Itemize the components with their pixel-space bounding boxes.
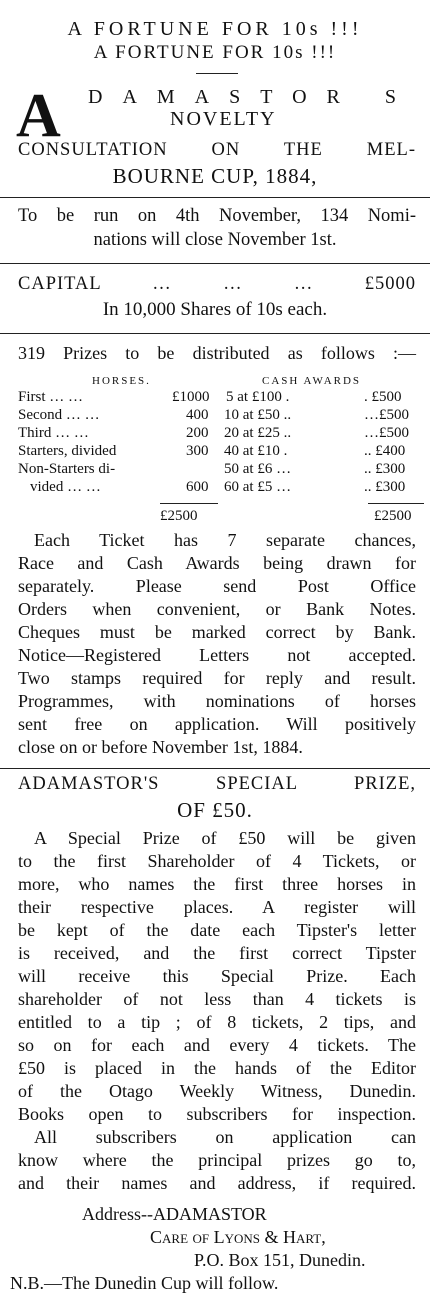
ticket-text-line: Programmes, with nominations of horses bbox=[18, 691, 416, 711]
special-text-line: their respective places. A register will bbox=[18, 897, 416, 917]
divider bbox=[0, 263, 430, 264]
special-text-line: more, who names the first three horses in bbox=[18, 874, 416, 894]
ticket-text-line: Two stamps required for reply and result. bbox=[18, 668, 416, 688]
fortune-headline-1: A FORTUNE FOR 10s !!! bbox=[67, 18, 363, 40]
prize-row-label: Third … … bbox=[18, 425, 89, 441]
fortune-headline-2: A FORTUNE FOR 10s !!! bbox=[93, 42, 337, 63]
divider bbox=[0, 197, 430, 198]
prize-row-label: Non-Starters di- bbox=[18, 461, 116, 477]
special-text-line: will receive this Special Prize. Each bbox=[18, 966, 416, 986]
prize-row-label: Starters, divided bbox=[18, 443, 117, 459]
special-prize-heading-2: OF £50. bbox=[177, 798, 253, 822]
prize-row-award: 5 at £100 . bbox=[226, 389, 290, 405]
address-care-of: Care of Lyons & Hart, bbox=[150, 1227, 326, 1247]
capital-line: CAPITAL … … … £5000 bbox=[18, 274, 416, 294]
special-text-line: £50 is placed in the hands of the Editor bbox=[18, 1058, 416, 1078]
prize-row-label: vided … … bbox=[30, 479, 101, 495]
ticket-text-line: Cheques must be marked correct by Bank. bbox=[18, 622, 416, 642]
prize-row-award: 40 at £10 . bbox=[224, 443, 288, 459]
prize-row-amount: 200 bbox=[186, 425, 209, 441]
shares-line: In 10,000 Shares of 10s each. bbox=[102, 299, 328, 320]
prize-row-award-total: …£500 bbox=[364, 407, 409, 423]
prize-row-award-total: . £500 bbox=[364, 389, 402, 405]
sum-rule bbox=[368, 503, 424, 504]
consultation-title-1: CONSULTATION ON THE MEL- bbox=[18, 140, 416, 160]
prize-row-amount: 400 bbox=[186, 407, 209, 423]
special-text-line: know where the principal prizes go to, bbox=[18, 1150, 416, 1170]
prize-row-award: 20 at £25 .. bbox=[224, 425, 292, 441]
ticket-text-line: Notice—Registered Letters not accepted. bbox=[18, 645, 416, 665]
prize-row-award-total: .. £400 bbox=[364, 443, 406, 459]
address-line: Address--ADAMASTOR bbox=[82, 1204, 267, 1224]
nb-note: N.B.—The Dunedin Cup will follow. bbox=[10, 1273, 279, 1293]
adamastor-title: DAMASTOR S bbox=[88, 86, 416, 108]
sum-rule bbox=[160, 503, 218, 504]
ticket-text-line: Orders when convenient, or Bank Notes. bbox=[18, 599, 416, 619]
prize-row-amount: 300 bbox=[186, 443, 209, 459]
cash-awards-column-header: CASH AWARDS bbox=[262, 375, 362, 387]
special-prize-heading-1: ADAMASTOR'S SPECIAL PRIZE, bbox=[18, 774, 416, 794]
ticket-text-line: close on or before November 1st, 1884. bbox=[18, 737, 303, 757]
special-text-line: A Special Prize of £50 will be given bbox=[34, 828, 416, 848]
special-text-line: Books open to subscribers for inspection. bbox=[18, 1104, 416, 1124]
prize-row-award-total: .. £300 bbox=[364, 479, 406, 495]
prize-row-award-total: …£500 bbox=[364, 425, 409, 441]
run-notice-2: nations will close November 1st. bbox=[93, 230, 337, 250]
ticket-text-line: separately. Please send Post Office bbox=[18, 576, 416, 596]
address-po-box: P.O. Box 151, Dunedin. bbox=[194, 1250, 366, 1270]
consultation-title-2: BOURNE CUP, 1884, bbox=[112, 164, 318, 188]
prize-row-award: 60 at £5 … bbox=[224, 479, 292, 495]
ticket-text-line: Race and Cash Awards being drawn for bbox=[18, 553, 416, 573]
special-text-line: so on for each and every 4 tickets. The bbox=[18, 1035, 416, 1055]
prizes-heading: 319 Prizes to be distributed as follows :— bbox=[18, 343, 416, 363]
ticket-text-line: Each Ticket has 7 separate chances, bbox=[34, 530, 416, 550]
novelty-title: NOVELTY bbox=[170, 108, 277, 130]
drop-cap-letter: A bbox=[16, 82, 61, 150]
special-text-line: is received, and the first correct Tipster bbox=[18, 943, 416, 963]
ticket-text-line: sent free on application. Will positively bbox=[18, 714, 416, 734]
special-text-line: be kept of the date each Tipster's letter bbox=[18, 920, 416, 940]
divider bbox=[0, 768, 430, 769]
divider bbox=[196, 73, 238, 74]
prize-row-amount: £1000 bbox=[172, 389, 210, 405]
special-text-line: and their names and address, if required. bbox=[18, 1173, 416, 1193]
prize-row-award: 50 at £6 … bbox=[224, 461, 292, 477]
horses-column-header: HORSES. bbox=[92, 375, 151, 387]
divider bbox=[0, 333, 430, 334]
prize-row-label: First … … bbox=[18, 389, 84, 405]
run-notice-1: To be run on 4th November, 134 Nomi- bbox=[18, 206, 416, 226]
special-text-line: of the Otago Weekly Witness, Dunedin. bbox=[18, 1081, 416, 1101]
special-text-line: to the first Shareholder of 4 Tickets, or bbox=[18, 851, 416, 871]
prize-row-award-total: .. £300 bbox=[364, 461, 406, 477]
prize-row-award: 10 at £50 .. bbox=[224, 407, 292, 423]
prize-row-label: Second … … bbox=[18, 407, 100, 423]
special-text-line: All subscribers on application can bbox=[34, 1127, 416, 1147]
prize-row-amount: 600 bbox=[186, 479, 209, 495]
special-text-line: entitled to a tip ; of 8 tickets, 2 tips, and bbox=[18, 1012, 416, 1032]
horses-total: £2500 bbox=[160, 508, 198, 524]
cash-total: £2500 bbox=[374, 508, 412, 524]
special-text-line: shareholder of not less than 4 tickets is bbox=[18, 989, 416, 1009]
